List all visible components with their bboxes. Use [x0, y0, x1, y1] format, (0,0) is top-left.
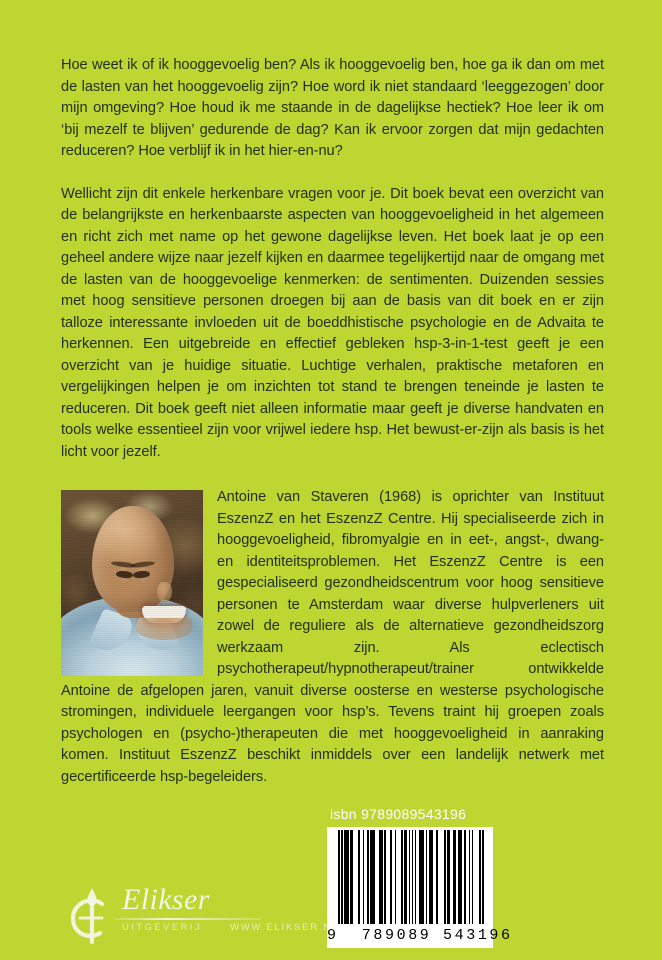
- author-portrait-photo: [61, 490, 203, 676]
- author-biography: Antoine van Staveren (1968) is oprichter van Instituut EszenzZ en het EszenzZ Centre. Hij specialiseerde zich in hooggevoeligheid, fibromyalgie en in eet-, angst-, dwang- en identiteitsproblemen. Het EszenzZ Centre is een gespecialiseerd gezondheidscentrum voor hoog sensitieve personen te Amsterdam waar diverse hulpverleners uit zowel de reguliere als de alternatieve gezondheidszorg werkzaam zijn. Als eclectisch psychotherapeut/hypnotherapeut/trainer ontwikkelde Antoine de afgelopen jaren, vanuit diverse oosterse en westerse psychologische stromingen, individuele leergangen voor hsp’s. Tevens traint hij groepen zoals psychologen en (psycho-)therapeuten die met hooggevoeligheid in aanraking komen. Instituut EszenzZ beschikt inmiddels over een landelijk netwerk met gecertificeerde hsp-begeleiders.: [61, 489, 604, 785]
- publisher-name: Elikser: [122, 883, 210, 916]
- photo-nose: [157, 582, 172, 602]
- publisher-logo: [62, 883, 340, 946]
- blurb-text-block: [61, 55, 604, 463]
- blurb-paragraph-1: Hoe weet ik of ik hooggevoelig ben? Als ik hooggevoelig ben, hoe ga ik dan om met de lasten van het hooggevoelig zijn? Hoe word ik niet standaard ‘leeggezogen’ door mijn omgeving? Hoe houd ik me staande in de dagelijkse hectiek? Hoe leer ik om ‘bij mezelf te blijven’ gedurende de dag? Kan ik ervoor zorgen dat mijn gedachten reduceren? Hoe verblijf ik in het hier-en-nu?: [61, 57, 604, 159]
- author-section: [61, 487, 604, 788]
- photo-chin: [136, 618, 192, 640]
- blurb-paragraph-2: Wellicht zijn dit enkele herkenbare vragen voor je. Dit boek bevat een overzicht van de belangrijkste en herkenbaarste aspecten van hooggevoeligheid in het algemeen en richt zich met name op het gewone dagelijkse leven. Het boek laat je op een geheel andere wijze naar jezelf kijken en daarmee tegelijkertijd naar de omgang met de lasten van de hooggevoelige kenmerken: de sentimenten. Duizenden sessies met hoog sensitieve personen droegen bij aan de basis van dit boek en er zijn talloze interessante invloeden uit de boeddhistische psychologie en de Advaita te herkennen. Een uitgebreide en effectief gebleken hsp-3-in-1-test geeft je een overzicht van je huidige situatie. Luchtige verhalen, praktische metaforen en vergelijkingen helpen je om inzichten tot stand te brengen teneinde je lasten te reduceren. Dit boek geeft niet alleen informatie maar geeft je diverse handvaten en tools welke essentieel zijn voor vrijwel iedere hsp. Het bewust-er-zijn als basis is het licht voor jezelf.: [61, 185, 604, 460]
- barcode-bars: [338, 830, 484, 924]
- photo-head: [92, 506, 174, 612]
- elikser-e-flame-icon: [62, 886, 120, 944]
- isbn-barcode: [327, 827, 513, 948]
- logo-divider-rule: [114, 918, 262, 920]
- publisher-website: WWW.ELIKSER.NL: [230, 922, 340, 933]
- isbn-label: isbn 9789089543196: [330, 806, 467, 822]
- barcode-digits: 9 789089 543196: [327, 927, 513, 944]
- publisher-subtitle: UITGEVERIJ: [122, 922, 202, 933]
